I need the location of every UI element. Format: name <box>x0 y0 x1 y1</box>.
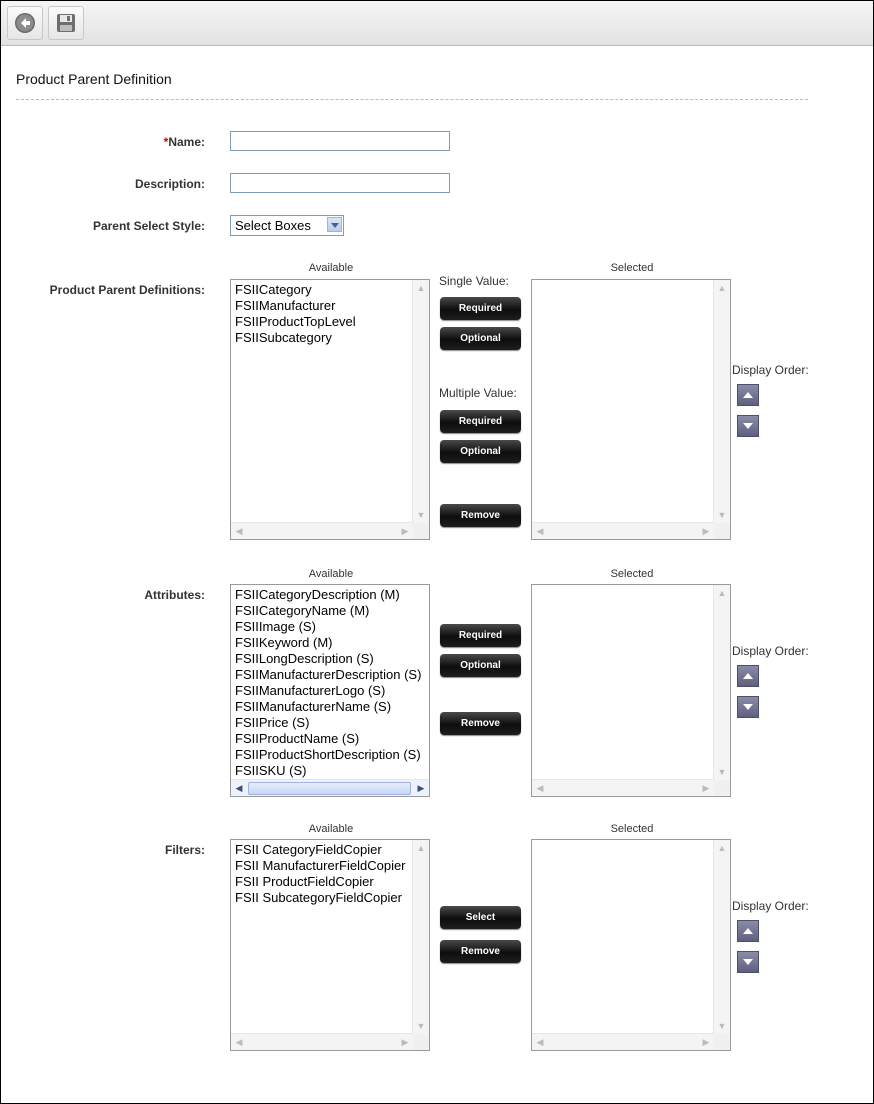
description-input[interactable] <box>230 173 450 193</box>
required-marker: * <box>163 135 169 149</box>
scroll-corner <box>714 523 730 539</box>
scroll-corner <box>714 1034 730 1050</box>
list-item[interactable]: FSIIKeyword (M) <box>235 635 333 650</box>
list-item[interactable]: FSIIProductTopLevel <box>235 314 356 329</box>
single-optional-button[interactable]: Optional <box>440 327 521 350</box>
scroll-corner <box>413 523 429 539</box>
attr-available-list[interactable] <box>230 584 430 797</box>
list-item[interactable]: FSIIManufacturerDescription (S) <box>235 667 422 682</box>
attr-selected-list[interactable] <box>531 584 731 797</box>
ppd-move-down-icon[interactable] <box>737 415 759 437</box>
vertical-scrollbar[interactable]: ▲ ▼ <box>713 280 730 523</box>
list-item[interactable]: FSIIPrice (S) <box>235 715 310 730</box>
ppd-available-heading: Available <box>308 262 354 274</box>
save-button[interactable] <box>48 6 84 40</box>
title-divider <box>16 99 808 100</box>
attr-move-up-icon[interactable] <box>737 665 759 687</box>
name-label: *Name: <box>163 135 205 149</box>
ppd-selected-heading: Selected <box>610 262 654 274</box>
ppd-display-order-label: Display Order: <box>732 363 809 377</box>
ppd-label: Product Parent Definitions: <box>49 283 205 297</box>
parent-select-style-value: Select Boxes <box>235 218 311 233</box>
filters-available-heading: Available <box>308 823 354 835</box>
attr-optional-button[interactable]: Optional <box>440 654 521 677</box>
filters-move-up-icon[interactable] <box>737 920 759 942</box>
chevron-down-icon[interactable] <box>327 217 342 232</box>
vertical-scrollbar[interactable]: ▲ ▼ <box>412 280 429 523</box>
toolbar <box>1 1 873 46</box>
multiple-optional-button[interactable]: Optional <box>440 440 521 463</box>
description-label: Description: <box>134 177 205 191</box>
horizontal-scrollbar[interactable]: ◀ ▶ <box>532 522 714 539</box>
vertical-scrollbar[interactable]: ▲ ▼ <box>713 585 730 780</box>
filters-move-down-icon[interactable] <box>737 951 759 973</box>
attr-available-heading: Available <box>308 568 354 580</box>
list-item[interactable]: FSII SubcategoryFieldCopier <box>235 890 402 905</box>
ppd-available-list[interactable] <box>230 279 430 540</box>
list-item[interactable]: FSIIImage (S) <box>235 619 316 634</box>
filters-display-order-label: Display Order: <box>732 899 809 913</box>
horizontal-scrollbar[interactable]: ◀ ▶ <box>231 1033 413 1050</box>
list-item[interactable]: FSIIProductName (S) <box>235 731 360 746</box>
single-required-button[interactable]: Required <box>440 297 521 320</box>
list-item[interactable]: FSII CategoryFieldCopier <box>235 842 382 857</box>
filters-available-list[interactable] <box>230 839 430 1051</box>
filters-remove-button[interactable]: Remove <box>440 940 521 963</box>
back-arrow-icon <box>14 12 36 34</box>
list-item[interactable]: FSII ManufacturerFieldCopier <box>235 858 406 873</box>
attr-remove-button[interactable]: Remove <box>440 712 521 735</box>
parent-select-style-label: Parent Select Style: <box>92 219 205 233</box>
horizontal-scrollbar[interactable]: ◀ ▶ <box>532 1033 714 1050</box>
ppd-move-up-icon[interactable] <box>737 384 759 406</box>
scroll-corner <box>714 780 730 796</box>
attr-move-down-icon[interactable] <box>737 696 759 718</box>
name-input[interactable] <box>230 131 450 151</box>
single-value-label: Single Value: <box>439 274 509 288</box>
scroll-corner <box>413 1034 429 1050</box>
vertical-scrollbar[interactable]: ▲ ▼ <box>412 840 429 1034</box>
horizontal-scrollbar[interactable]: ◀ ▶ <box>231 779 429 796</box>
filters-selected-heading: Selected <box>610 823 654 835</box>
list-item[interactable]: FSIIManufacturer <box>235 298 336 313</box>
parent-select-style-dropdown[interactable] <box>230 215 344 236</box>
list-item[interactable]: FSIIManufacturerName (S) <box>235 699 392 714</box>
attr-required-button[interactable]: Required <box>440 624 521 647</box>
horizontal-scrollbar[interactable]: ◀ ▶ <box>532 779 714 796</box>
list-item[interactable]: FSIIProductShortDescription (S) <box>235 747 421 762</box>
list-item[interactable]: FSIICategoryName (M) <box>235 603 370 618</box>
page-title: Product Parent Definition <box>16 71 172 87</box>
filters-label: Filters: <box>164 843 205 857</box>
scrollbar-thumb[interactable] <box>248 782 411 795</box>
attributes-label: Attributes: <box>144 588 205 602</box>
save-disk-icon <box>55 12 77 34</box>
multiple-required-button[interactable]: Required <box>440 410 521 433</box>
horizontal-scrollbar[interactable]: ◀ ▶ <box>231 522 413 539</box>
list-item[interactable]: FSIICategoryDescription (M) <box>235 587 400 602</box>
list-item[interactable]: FSII ProductFieldCopier <box>235 874 374 889</box>
attr-display-order-label: Display Order: <box>732 644 809 658</box>
attr-selected-heading: Selected <box>610 568 654 580</box>
filters-selected-list[interactable] <box>531 839 731 1051</box>
ppd-remove-button[interactable]: Remove <box>440 504 521 527</box>
multiple-value-label: Multiple Value: <box>439 386 517 400</box>
list-item[interactable]: FSIISKU (S) <box>235 763 307 778</box>
list-item[interactable]: FSIILongDescription (S) <box>235 651 374 666</box>
back-button[interactable] <box>7 6 43 40</box>
filters-select-button[interactable]: Select <box>440 906 521 929</box>
list-item[interactable]: FSIICategory <box>235 282 312 297</box>
ppd-selected-list[interactable] <box>531 279 731 540</box>
list-item[interactable]: FSIIManufacturerLogo (S) <box>235 683 386 698</box>
vertical-scrollbar[interactable]: ▲ ▼ <box>713 840 730 1034</box>
list-item[interactable]: FSIISubcategory <box>235 330 332 345</box>
